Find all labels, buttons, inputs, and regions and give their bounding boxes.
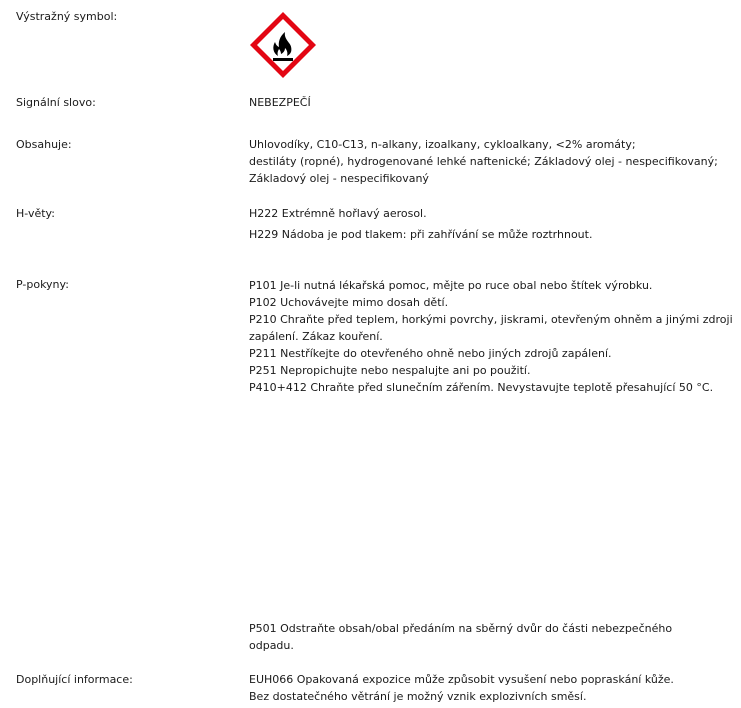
additional-info-label: Doplňující informace: xyxy=(16,673,133,686)
p501-statement xyxy=(249,620,729,654)
flame-base-line xyxy=(273,58,293,61)
contains-label: Obsahuje: xyxy=(16,138,72,151)
contains-value xyxy=(249,136,729,187)
p501-line: P501 Odstraňte obsah/obal předáním na sběrný dvůr do části nebezpečného xyxy=(249,622,673,635)
warning-symbol-label: Výstražný symbol: xyxy=(16,10,118,23)
p-statements-value xyxy=(249,277,733,396)
additional-info-value xyxy=(249,671,729,705)
additional-info-line: EUH066 Opakovaná expozice může způsobit vysušení nebo popraskání kůže. xyxy=(249,673,674,686)
contains-line: Základový olej - nespecifikovaný xyxy=(249,172,429,185)
contains-line: Uhlovodíky, C10-C13, n-alkany, izoalkany, cykloalkany, <2% aromáty; xyxy=(249,138,636,151)
p-statement-line: P410+412 Chraňte před slunečním zářením. Nevystavujte teplotě přesahující 50 °C. xyxy=(249,381,714,394)
p-statement-line: P211 Nestříkejte do otevřeného ohně nebo jiných zdrojů zapálení. xyxy=(249,347,612,360)
p-statement-line: P251 Nepropichujte nebo nespalujte ani po použití. xyxy=(249,364,531,377)
contains-line: destiláty (ropné), hydrogenované lehké naftenické; Základový olej - nespecifikovaný; xyxy=(249,155,718,168)
p-statements-label: P-pokyny: xyxy=(16,278,69,291)
signal-word-value: NEBEZPEČÍ xyxy=(249,96,311,109)
ghs-flame-icon xyxy=(247,9,319,81)
h-statement: H229 Nádoba je pod tlakem: při zahřívání se může roztrhnout. xyxy=(249,228,593,241)
h-statements-label: H-věty: xyxy=(16,207,55,220)
signal-word-label: Signální slovo: xyxy=(16,96,96,109)
flame-pictogram-icon xyxy=(247,9,319,81)
h-statement: H222 Extrémně hořlavý aerosol. xyxy=(249,207,427,220)
p-statement-line: P102 Uchovávejte mimo dosah dětí. xyxy=(249,296,449,309)
p-statement-line: zapálení. Zákaz kouření. xyxy=(249,330,383,343)
additional-info-line: Bez dostatečného větrání je možný vznik explozivních směsí. xyxy=(249,690,587,703)
p-statement-line: P101 Je-li nutná lékařská pomoc, mějte po ruce obal nebo štítek výrobku. xyxy=(249,279,653,292)
p501-line: odpadu. xyxy=(249,639,294,652)
p-statement-line: P210 Chraňte před teplem, horkými povrchy, jiskrami, otevřeným ohněm a jinými zdroji xyxy=(249,313,733,326)
